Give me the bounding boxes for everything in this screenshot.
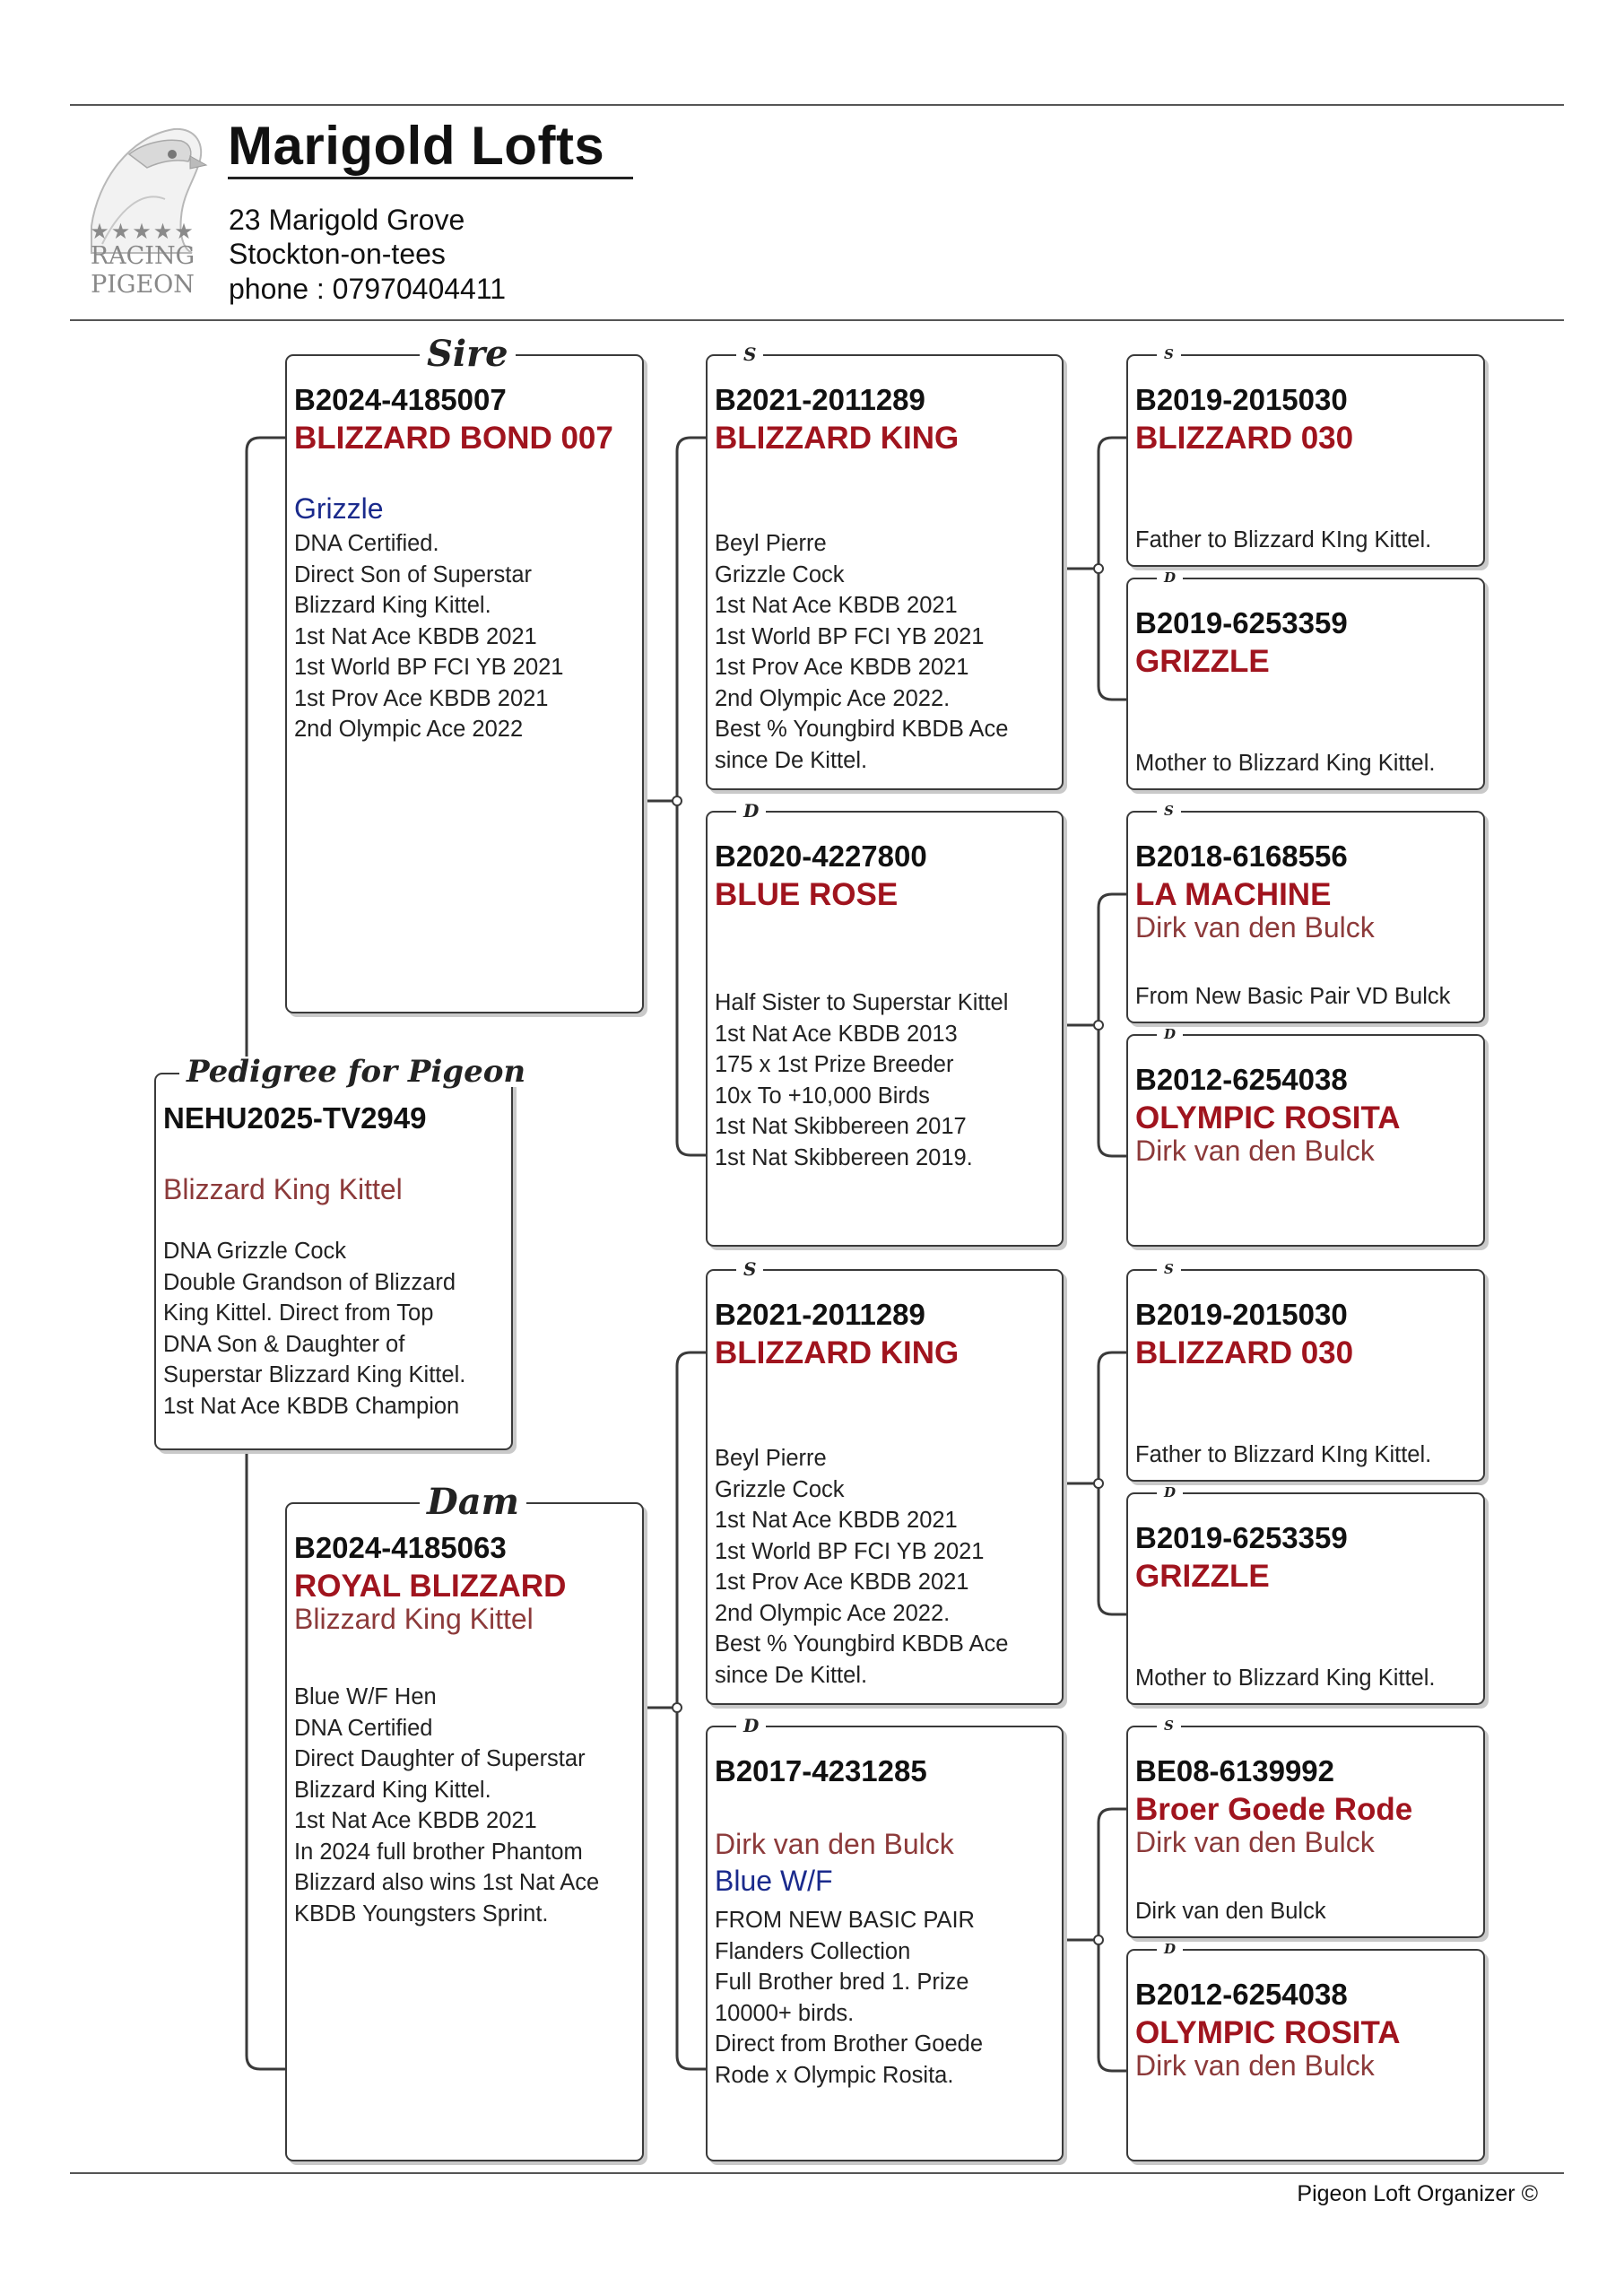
- subject-box: [154, 1054, 526, 1450]
- dsd-notes: Mother to Blizzard King Kittel.: [1135, 1665, 1436, 1691]
- logo-stars: ★★★★★: [90, 220, 195, 244]
- ssd-ring: B2019-6253359: [1135, 606, 1348, 639]
- ddd-title: D: [1157, 1943, 1183, 1956]
- sds-notes: From New Basic Pair VD Bulck: [1135, 984, 1451, 1009]
- sdd-ring: B2012-6254038: [1135, 1063, 1348, 1096]
- subject-notes: DNA Grizzle Cock Double Grandson of Blizzard King Kittel. Direct from Top DNA Son & Daughter of Superstar Blizzard King Kittel. 1st Nat Ace KBDB Champion: [163, 1239, 466, 1419]
- dam-dam-box: [706, 1715, 1064, 2161]
- sss-box: [1126, 346, 1485, 567]
- sds-box: [1126, 803, 1485, 1023]
- ddd-owner: Dirk van den Bulck: [1135, 2049, 1375, 2082]
- sire-dam-box: [706, 800, 1064, 1247]
- subject-title: Pedigree for Pigeon: [179, 1057, 533, 1087]
- sdd-box: [1126, 1026, 1485, 1247]
- phone-number: phone : 07970404411: [229, 273, 507, 305]
- sire-dam-name: BLUE ROSE: [715, 877, 899, 912]
- sire-name: BLIZZARD BOND 007: [294, 421, 613, 456]
- dam-sire-title: S: [736, 1260, 763, 1278]
- ddd-name: OLYMPIC ROSITA: [1135, 2015, 1401, 2050]
- sire-sire-notes: Beyl Pierre Grizzle Cock 1st Nat Ace KBDB 2021 1st World BP FCI YB 2021 1st Prov Ace KBDB 2021 2nd Olympic Ace 2022. Best % Youngbird KBDB Ace since De Kittel.: [715, 531, 1009, 773]
- dsd-ring: B2019-6253359: [1135, 1521, 1348, 1554]
- dam-dam-ring: B2017-4231285: [715, 1754, 927, 1787]
- ssd-notes: Mother to Blizzard King Kittel.: [1135, 751, 1436, 776]
- dam-sire-box: [706, 1258, 1064, 1705]
- sire-notes: DNA Certified. Direct Son of Superstar Blizzard King Kittel. 1st Nat Ace KBDB 2021 1st World BP FCI YB 2021 1st Prov Ace KBDB 2021 2nd Olympic Ace 2022: [294, 531, 564, 742]
- dam-sire-ring: B2021-2011289: [715, 1298, 925, 1331]
- dam-dam-color: Blue W/F: [715, 1865, 833, 1897]
- sds-ring: B2018-6168556: [1135, 839, 1348, 873]
- ddd-box: [1126, 1941, 1485, 2161]
- dds-name: Broer Goede Rode: [1135, 1792, 1413, 1827]
- address-line-1: 23 Marigold Grove: [229, 204, 465, 236]
- dds-ring: BE08-6139992: [1135, 1754, 1335, 1787]
- ssd-box: [1126, 570, 1485, 790]
- sss-title: S: [1157, 348, 1181, 361]
- sss-name: BLIZZARD 030: [1135, 421, 1354, 456]
- dam-owner: Blizzard King Kittel: [294, 1603, 534, 1635]
- dam-dam-title: D: [736, 1717, 766, 1735]
- dds-title: S: [1157, 1719, 1181, 1733]
- sire-sire-box: [706, 344, 1064, 790]
- dam-sire-name: BLIZZARD KING: [715, 1335, 960, 1370]
- sdd-title: D: [1157, 1028, 1183, 1041]
- dds-notes: Dirk van den Bulck: [1135, 1899, 1326, 1924]
- dam-sire-notes: Beyl Pierre Grizzle Cock 1st Nat Ace KBDB 2021 1st World BP FCI YB 2021 1st Prov Ace KBDB 2021 2nd Olympic Ace 2022. Best % Youngbird KBDB Ace since De Kittel.: [715, 1446, 1009, 1688]
- sire-ring: B2024-4185007: [294, 383, 507, 416]
- dds-box: [1126, 1718, 1485, 1938]
- dam-title: Dam: [420, 1484, 526, 1520]
- sdd-owner: Dirk van den Bulck: [1135, 1135, 1375, 1167]
- dsd-name: GRIZZLE: [1135, 1559, 1270, 1594]
- sire-sire-ring: B2021-2011289: [715, 383, 925, 416]
- address-line-2: Stockton-on-tees: [229, 238, 446, 270]
- subject-ring: NEHU2025-TV2949: [163, 1101, 427, 1135]
- dam-dam-owner: Dirk van den Bulck: [715, 1828, 954, 1860]
- ssd-title: D: [1157, 571, 1183, 585]
- sire-dam-title: D: [736, 802, 766, 820]
- sss-notes: Father to Blizzard KIng Kittel.: [1135, 527, 1432, 552]
- dam-ring: B2024-4185063: [294, 1531, 507, 1564]
- sire-color: Grizzle: [294, 492, 384, 525]
- ssd-name: GRIZZLE: [1135, 644, 1270, 679]
- dds-owner: Dirk van den Bulck: [1135, 1826, 1375, 1858]
- sds-owner: Dirk van den Bulck: [1135, 911, 1375, 944]
- dss-title: S: [1157, 1263, 1181, 1276]
- sire-box: [285, 333, 644, 1013]
- ddd-ring: B2012-6254038: [1135, 1978, 1348, 2011]
- logo-text-pigeon: PIGEON: [91, 271, 195, 299]
- dsd-title: D: [1157, 1486, 1183, 1500]
- sds-name: LA MACHINE: [1135, 877, 1332, 912]
- sire-sire-name: BLIZZARD KING: [715, 421, 960, 456]
- sss-ring: B2019-2015030: [1135, 383, 1348, 416]
- dss-name: BLIZZARD 030: [1135, 1335, 1354, 1370]
- dam-box: [285, 1481, 644, 2161]
- sds-title: S: [1157, 804, 1181, 818]
- dsd-box: [1126, 1484, 1485, 1705]
- footer-copyright: Pigeon Loft Organizer ©: [1297, 2181, 1538, 2206]
- sire-dam-ring: B2020-4227800: [715, 839, 927, 873]
- sire-title: Sire: [420, 336, 516, 372]
- logo-text-racing: RACING: [90, 242, 195, 270]
- dss-ring: B2019-2015030: [1135, 1298, 1348, 1331]
- dss-box: [1126, 1261, 1485, 1482]
- dss-notes: Father to Blizzard KIng Kittel.: [1135, 1442, 1432, 1467]
- loft-name: Marigold Lofts: [228, 116, 605, 176]
- dam-dam-notes: FROM NEW BASIC PAIR Flanders Collection Full Brother bred 1. Prize 10000+ birds. Direct from Brother Goede Rode x Olympic Rosita.: [715, 1908, 984, 2088]
- sdd-name: OLYMPIC ROSITA: [1135, 1100, 1401, 1135]
- dam-name: ROYAL BLIZZARD: [294, 1569, 567, 1604]
- subject-owner: Blizzard King Kittel: [163, 1173, 403, 1205]
- sire-dam-notes: Half Sister to Superstar Kittel 1st Nat Ace KBDB 2013 175 x 1st Prize Breeder 10x To +10,000 Birds 1st Nat Skibbereen 2017 1st Nat Skibbereen 2019.: [715, 990, 1009, 1170]
- sire-sire-title: S: [736, 345, 763, 363]
- dam-notes: Blue W/F Hen DNA Certified Direct Daughter of Superstar Blizzard King Kittel. 1st Nat Ace KBDB 2021 In 2024 full brother Phantom Blizzard also wins 1st Nat Ace KBDB Youngsters Sprint.: [294, 1684, 600, 1926]
